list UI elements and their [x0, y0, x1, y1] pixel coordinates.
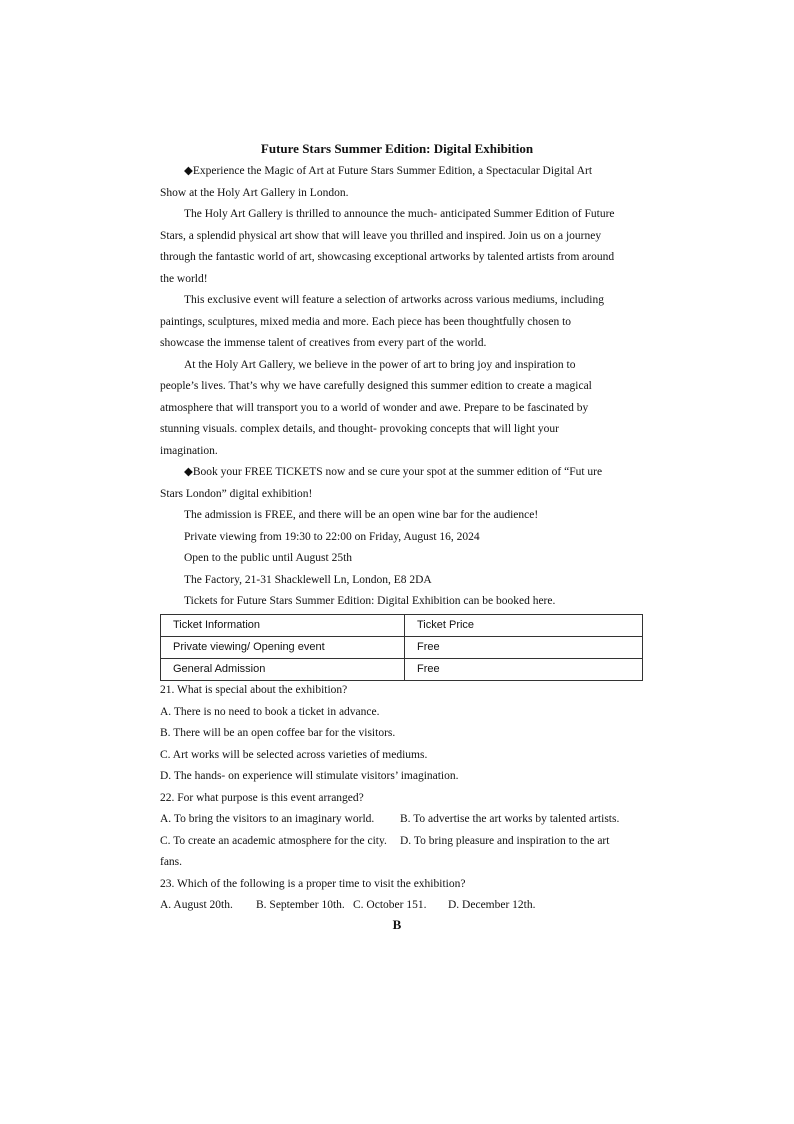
table-row	[161, 658, 643, 680]
question-22-options-row-2	[160, 831, 640, 853]
paragraph-3-line: imagination.	[160, 444, 218, 457]
passage-heading-1: ◆Experience the Magic of Art at Future Stars Summer Edition, a Spectacular Digital Art	[184, 165, 593, 177]
question-23-options-row	[160, 895, 640, 917]
passage-heading-2: ◆Book your FREE TICKETS now and se cure your spot at the summer edition of “Fut ure	[184, 466, 603, 478]
table-row	[161, 636, 643, 658]
paragraph-1-line: through the fantastic world of art, showcasing exceptional artworks by talented artists from around	[160, 251, 615, 263]
passage-heading-2-cont: Stars London” digital exhibition!	[160, 487, 313, 500]
table-header-cell: Ticket Information	[161, 614, 405, 636]
question-22-option-a: A. To bring the visitors to an imaginary world.	[160, 813, 375, 825]
paragraph-1-line: the world!	[160, 272, 208, 285]
paragraph-2-line: showcase the immense talent of creatives from every part of the world.	[160, 337, 487, 349]
table-cell: Free	[405, 658, 643, 680]
question-22-stem: 22. For what purpose is this event arranged?	[160, 791, 364, 804]
question-22-options-row-1	[160, 809, 640, 831]
paragraph-1-line: The Holy Art Gallery is thrilled to announce the much- anticipated Summer Edition of Future	[184, 208, 615, 220]
question-21-option-b: B. There will be an open coffee bar for the visitors.	[160, 727, 396, 739]
paragraph-2-line: paintings, sculptures, mixed media and more. Each piece has been thoughtfully chosen to	[160, 315, 572, 328]
paragraph-1-line: Stars, a splendid physical art show that will leave you thrilled and inspired. Join us on a journey	[160, 229, 602, 242]
question-21-option-d: D. The hands- on experience will stimulate visitors’ imagination.	[160, 770, 459, 782]
question-21-option-a: A. There is no need to book a ticket in advance.	[160, 705, 380, 718]
question-22-option-d: D. To bring pleasure and inspiration to the art	[400, 834, 610, 847]
table-cell: General Admission	[161, 658, 405, 680]
table-cell: Private viewing/ Opening event	[161, 636, 405, 658]
info-open-until: Open to the public until August 25th	[184, 552, 353, 564]
question-21-option-c: C. Art works will be selected across varieties of mediums.	[160, 748, 428, 761]
paragraph-3-line: At the Holy Art Gallery, we believe in the power of art to bring joy and inspiration to	[184, 358, 576, 371]
paragraph-3-line: people’s lives. That’s why we have carefully designed this summer edition to create a magical	[160, 380, 592, 392]
question-23-option-d: D. December 12th.	[448, 899, 536, 911]
paragraph-2-line: This exclusive event will feature a selection of artworks across various mediums, including	[184, 294, 604, 306]
page-title: Future Stars Summer Edition: Digital Exhibition	[260, 141, 534, 156]
info-admission: The admission is FREE, and there will be an open wine bar for the audience!	[184, 509, 539, 521]
question-23-option-b: B. September 10th.	[256, 899, 345, 911]
reading-passage	[160, 161, 640, 681]
question-23-stem: 23. Which of the following is a proper time to visit the exhibition?	[160, 877, 466, 890]
section-label: B	[392, 917, 402, 932]
question-23-option-c: C. October 151.	[353, 899, 427, 911]
question-list	[160, 680, 640, 917]
question-23-option-a: A. August 20th.	[160, 899, 233, 911]
table-header-row	[161, 614, 643, 636]
question-22-option-b: B. To advertise the art works by talented artists.	[400, 813, 620, 825]
paragraph-3-line: atmosphere that will transport you to a world of wonder and awe. Prepare to be fascinated by	[160, 401, 589, 414]
passage-heading-1-cont: Show at the Holy Art Gallery in London.	[160, 186, 349, 199]
ticket-table	[160, 614, 643, 681]
info-address: The Factory, 21-31 Shacklewell Ln, London, E8 2DA	[184, 573, 432, 586]
info-booking: Tickets for Future Stars Summer Edition: Digital Exhibition can be booked here.	[184, 595, 556, 607]
question-21-stem: 21. What is special about the exhibition?	[160, 684, 348, 696]
table-cell: Free	[405, 636, 643, 658]
question-22-option-c: C. To create an academic atmosphere for the city.	[160, 834, 387, 847]
paragraph-3-line: stunning visuals. complex details, and thought- provoking concepts that will light your	[160, 423, 559, 435]
table-header-cell: Ticket Price	[405, 614, 643, 636]
question-22-option-d-cont: fans.	[160, 856, 183, 868]
info-private-viewing: Private viewing from 19:30 to 22:00 on Friday, August 16, 2024	[184, 530, 480, 543]
